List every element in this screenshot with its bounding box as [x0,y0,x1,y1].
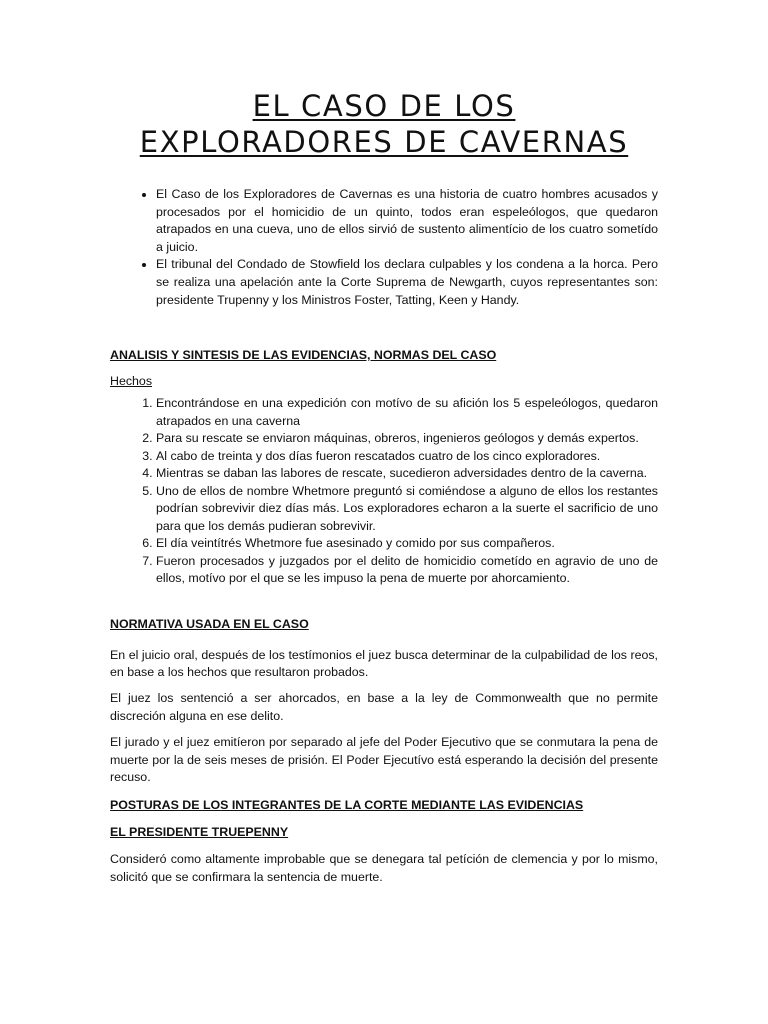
intro-bullet-item: • El tribunal del Condado de Stowfield los declara culpables y los condena a la horca. Pero se realiza una apelación ante la Corte Suprema de Newgarth, cuyos representantes son: presidente Trupenny y los Ministros Foster, Tatting, Keen y Handy. [156,256,658,309]
facts-numbered-list [110,395,658,588]
fact-item: 4. Mientras se daban las labores de rescate, sucedieron adversidades dentro de la caverna. [156,465,658,483]
fact-item: 6. El día veintítrés Whetmore fue asesinado y comido por sus compañeros. [156,535,658,553]
sub-heading-presidente: EL PRESIDENTE TRUEPENNY [110,825,289,840]
title-line-1: EL CASO DE LOS [252,89,516,123]
presidente-paragraph: Consideró como altamente improbable que se denegara tal petíción de clemencia y por lo mismo, solicitó que se confirmara la sentencia de muerte. [110,852,658,885]
intro-bullet-list [110,186,658,309]
section-heading-analysis: ANALISIS Y SINTESIS DE LAS EVIDENCIAS, NORMAS DEL CASO [110,348,497,363]
normativa-paragraph: El juez los sentenció a ser ahorcados, en base a la ley de Commonwealth que no permite discreción alguna en ese delito. [110,691,658,724]
fact-item: 5. Uno de ellos de nombre Whetmore preguntó si comiéndose a alguno de ellos los restantes podrían sobrevivir diez días más. Los exploradores echaron a la suerte el sacrificio de uno para que los demás pudieran sobrevivir. [156,483,658,536]
fact-item: 1. Encontrándose en una expedición con motívo de su afición los 5 espeleólogos, quedaron atrapados en una caverna [156,395,658,430]
document-title [110,88,658,160]
section-heading-posturas: POSTURAS DE LOS INTEGRANTES DE LA CORTE MEDIANTE LAS EVIDENCIAS [110,798,584,813]
normativa-paragraph: En el juicio oral, después de los testímonios el juez busca determinar de la culpabilidad de los reos, en base a los hechos que resultaron probados. [110,647,658,680]
title-line-2: EXPLORADORES DE CAVERNAS [139,125,629,159]
intro-bullet-item: • El Caso de los Exploradores de Cavernas es una historia de cuatro hombres acusados y procesados por el homicidio de un quinto, todos eran espeleólogos, que quedaron atrapados en una cueva, uno de ellos sirvió de sustento alimentício de los cuatro sometído a juicio. [156,186,658,256]
fact-item: 3. Al cabo de treinta y dos días fueron rescatados cuatro de los cinco exploradores. [156,448,658,466]
section-heading-normativa: NORMATIVA USADA EN EL CASO [110,616,309,631]
fact-item: 7. Fueron procesados y juzgados por el delito de homicidio cometído en agravio de uno de ellos, motívo por el que se les impuso la pena de muerte por ahorcamiento. [156,553,658,588]
normativa-paragraph: El jurado y el juez emitíeron por separado al jefe del Poder Ejecutivo que se conmutara la pena de muerte por la de seis meses de prisión. El Poder Ejecutívo está esperando la decisión del presente recuso. [110,734,658,785]
fact-item: 2. Para su rescate se enviaron máquinas, obreros, ingenieros geólogos y demás expertos. [156,430,658,448]
document-page [110,88,658,895]
sub-heading-hechos: Hechos [110,374,153,389]
